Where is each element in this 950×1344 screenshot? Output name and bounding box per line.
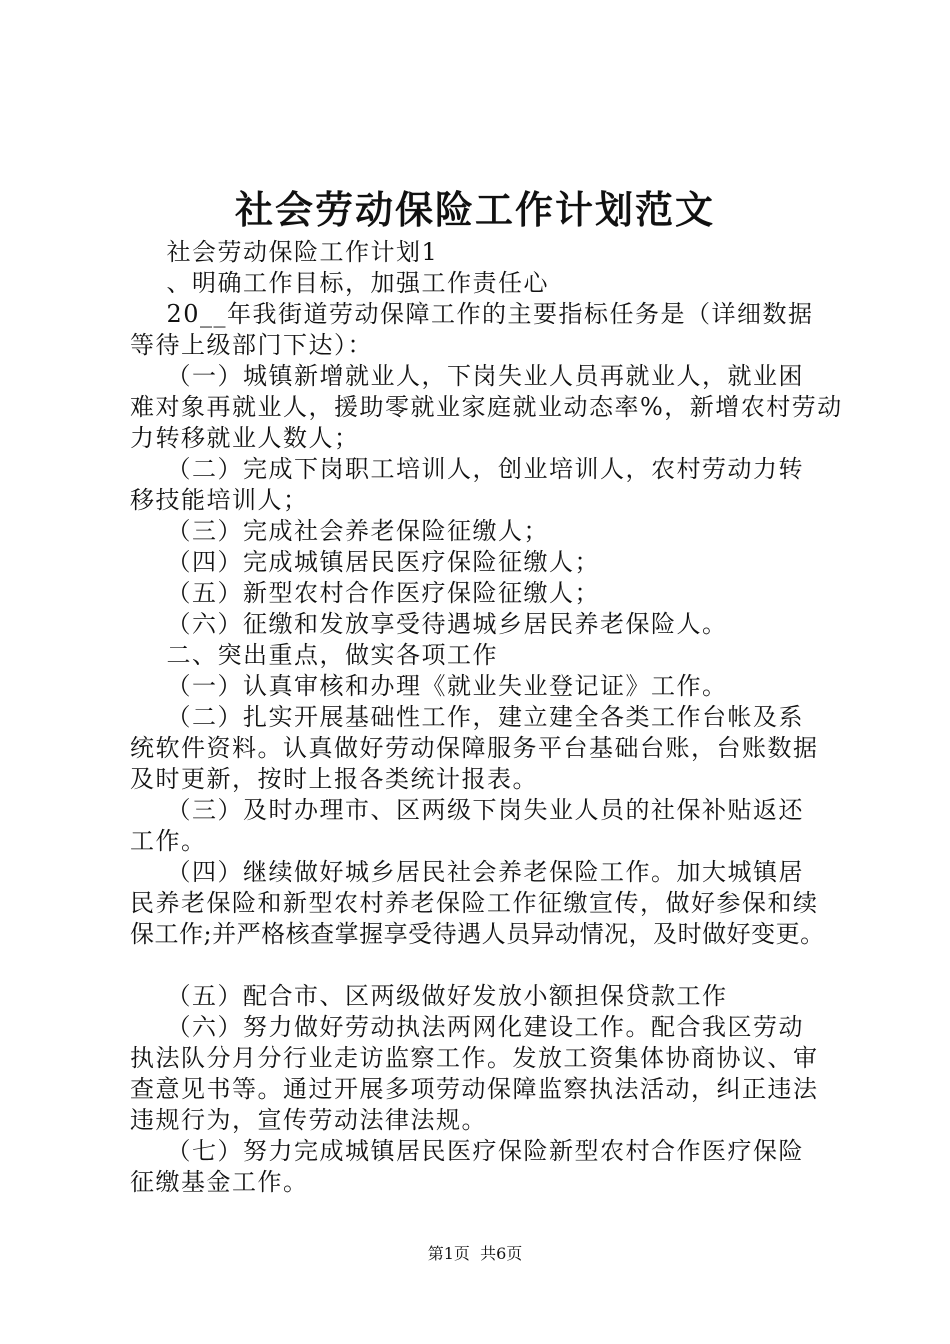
body-line: 违规行为，宣传劳动法律法规。 [130,1106,487,1134]
body-line: 难对象再就业人，援助零就业家庭就业动态率%，新增农村劳动 [130,393,843,421]
body-line: 工作。 [130,827,207,855]
body-line: （四）完成城镇居民医疗保险征缴人； [130,548,601,576]
body-line: （一）认真审核和办理《就业失业登记证》工作。 [130,672,728,700]
body-line: （三）完成社会养老保险征缴人； [130,517,550,545]
body-line: 查意见书等。通过开展多项劳动保障监察执法活动，纠正违法 [130,1075,819,1103]
body-line: （三）及时办理市、区两级下岗失业人员的社保补贴返还 [130,796,805,824]
body-line: 等待上级部门下达）： [130,331,373,359]
body-line: 20__年我街道劳动保障工作的主要指标任务是（详细数据 [130,300,814,328]
page-number: 第1页 共6页 [427,1244,523,1263]
body-line: 及时更新，按时上报各类统计报表。 [130,765,538,793]
body-line: 保工作;并严格核查掌握享受待遇人员异动情况，及时做好变更。 [130,920,825,948]
body-line: （六）征缴和发放享受待遇城乡居民养老保险人。 [130,610,728,638]
document-title: 社会劳动保险工作计划范文 [234,187,715,232]
body-line: 民养老保险和新型农村养老保险工作征缴宣传，做好参保和续 [130,889,819,917]
body-line: 二、突出重点，做实各项工作 [130,641,499,669]
body-line: 社会劳动保险工作计划1 [130,238,439,266]
body-line: 、明确工作目标，加强工作责任心 [130,269,550,297]
body-line: （五）新型农村合作医疗保险征缴人； [130,579,601,607]
body-line: 统软件资料。认真做好劳动保障服务平台基础台账，台账数据 [130,734,819,762]
blank-line [130,950,842,981]
body-line: （四）继续做好城乡居民社会养老保险工作。加大城镇居 [130,858,805,886]
body-line: 力转移就业人数人； [130,424,360,452]
body-line: （一）城镇新增就业人，下岗失业人员再就业人，就业困 [130,362,805,390]
document-body [130,237,842,1198]
body-line: 征缴基金工作。 [130,1168,309,1196]
body-line: 执法队分月分行业走访监察工作。发放工资集体协商协议、审 [130,1044,819,1072]
body-line: （二）扎实开展基础性工作，建立建全各类工作台帐及系 [130,703,805,731]
body-line: （二）完成下岗职工培训人，创业培训人，农村劳动力转 [130,455,805,483]
body-line: （五）配合市、区两级做好发放小额担保贷款工作 [130,982,728,1010]
body-line: 移技能培训人； [130,486,309,514]
body-line: （六）努力做好劳动执法两网化建设工作。配合我区劳动 [130,1013,805,1041]
body-line: （七）努力完成城镇居民医疗保险新型农村合作医疗保险 [130,1137,805,1165]
